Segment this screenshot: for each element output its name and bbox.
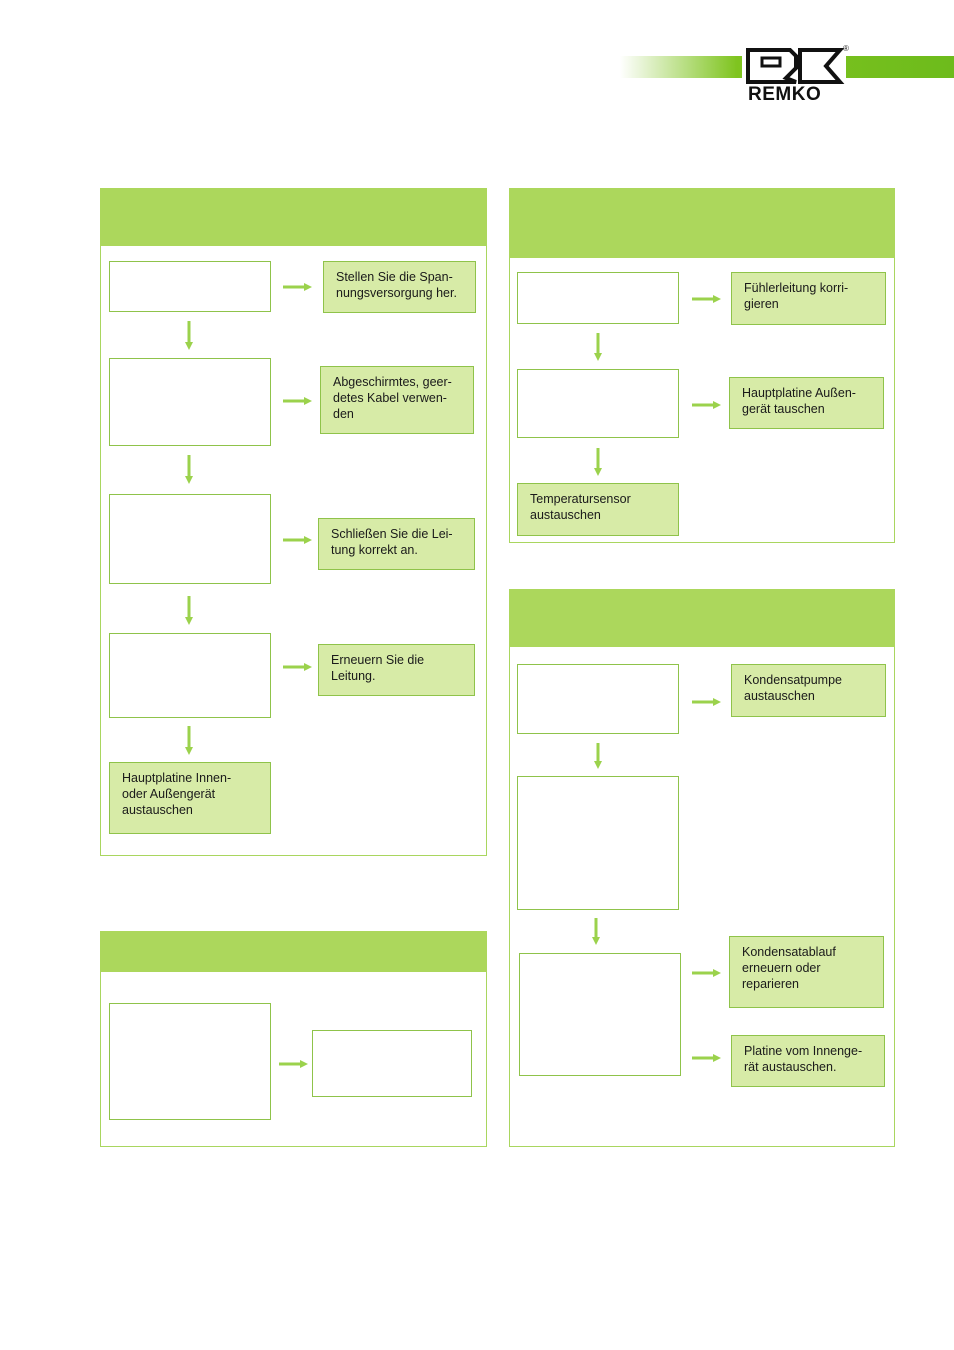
check-box-8 (517, 664, 679, 734)
solution-s4: Erneuern Sie die Leitung. (318, 644, 475, 696)
solution-s2: Abgeschirmtes, geer- detes Kabel verwen- den (320, 366, 474, 434)
check-box-6 (517, 272, 679, 324)
check-box-2 (109, 358, 271, 446)
check-box-5 (109, 1003, 271, 1120)
panel-1-header (100, 188, 487, 246)
solution-s10: Kondensatablauf erneuern oder reparieren (729, 936, 884, 1008)
check-box-1 (109, 261, 271, 312)
check-box-3 (109, 494, 271, 584)
solution-s8: Temperatursensor austauschen (517, 483, 679, 536)
registered-mark: ® (843, 44, 849, 53)
solution-s3: Schließen Sie die Lei- tung korrekt an. (318, 518, 475, 570)
result-box-empty (312, 1030, 472, 1097)
check-box-4 (109, 633, 271, 718)
check-box-10 (519, 953, 681, 1076)
logo-mark-icon (742, 46, 846, 86)
solution-s11: Platine vom Innenge- rät austauschen. (731, 1035, 885, 1087)
check-box-9 (517, 776, 679, 910)
solution-s5: Hauptplatine Innen- oder Außengerät austauschen (109, 762, 271, 834)
panel-3-header (509, 188, 895, 258)
solution-s7: Hauptplatine Außen- gerät tauschen (729, 377, 884, 429)
check-box-7 (517, 369, 679, 438)
brand-name: REMKO (748, 84, 822, 105)
panel-2-header (100, 931, 487, 972)
solution-s1: Stellen Sie die Span- nungsversorgung her. (323, 261, 476, 313)
panel-4-header (509, 589, 895, 647)
solution-s6: Fühlerleitung korri- gieren (731, 272, 886, 325)
solution-s9: Kondensatpumpe austauschen (731, 664, 886, 717)
